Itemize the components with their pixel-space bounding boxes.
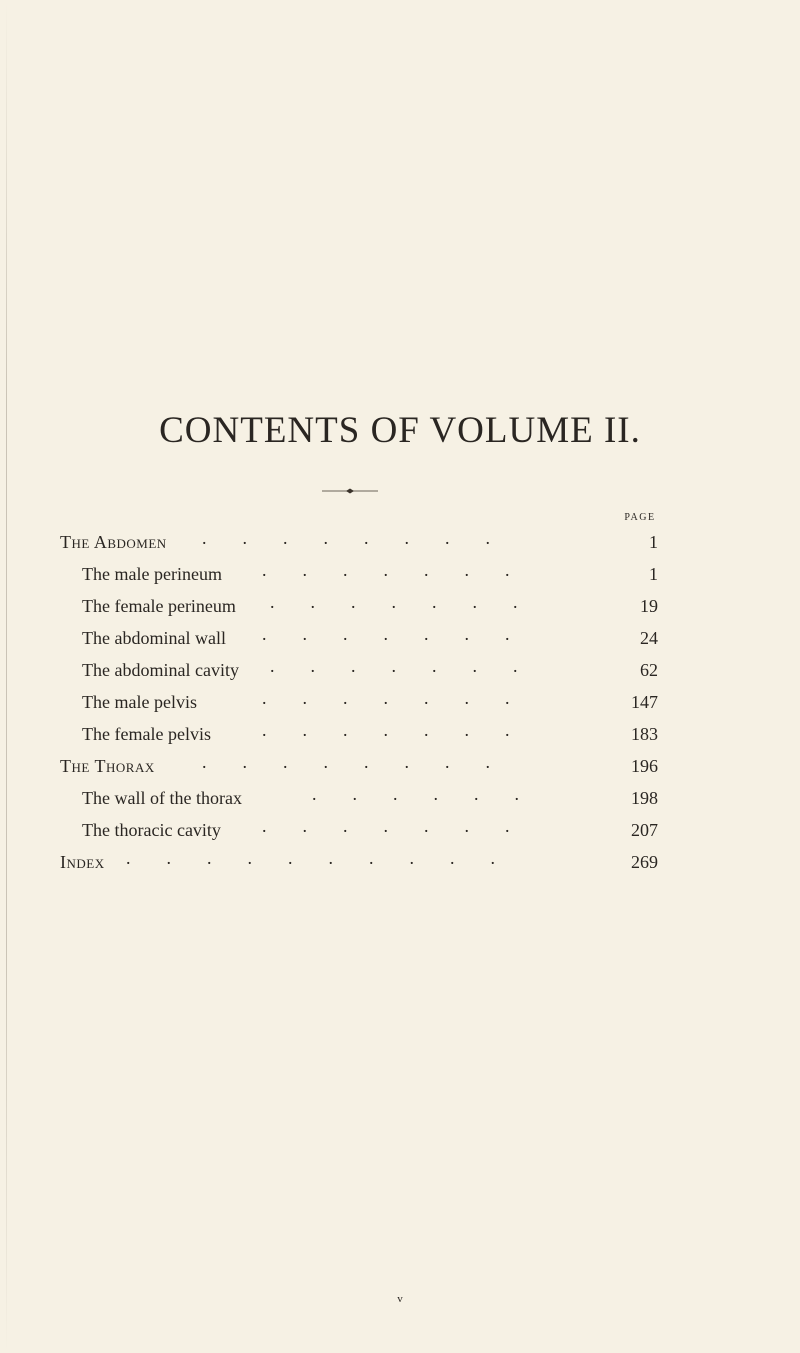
dot-leader: . . . . . . . . bbox=[202, 528, 490, 548]
toc-entry-title: The abdominal wall bbox=[82, 628, 226, 648]
toc-entry-title: The wall of the thorax bbox=[82, 788, 242, 808]
dot-leader: . . . . . . . . . . bbox=[126, 848, 495, 868]
toc-entry-page: 147 bbox=[631, 692, 658, 712]
toc-entry-title: The male perineum bbox=[82, 564, 222, 584]
dot-leader: . . . . . . . bbox=[262, 720, 510, 740]
toc-entry-title: The Abdomen bbox=[60, 532, 167, 552]
toc-entry bbox=[60, 527, 700, 557]
page-binding-edge bbox=[6, 0, 7, 1353]
toc-entry-page: 24 bbox=[640, 628, 658, 648]
toc-entry bbox=[82, 559, 702, 589]
toc-entry bbox=[82, 591, 702, 621]
toc-entry bbox=[82, 655, 702, 685]
toc-entry bbox=[60, 847, 700, 877]
page-folio: v bbox=[397, 1293, 403, 1305]
toc-entry-title: The female perineum bbox=[82, 596, 236, 616]
toc-entry-page: 269 bbox=[631, 852, 658, 872]
toc-entry bbox=[82, 783, 702, 813]
toc-entry-title: The thoracic cavity bbox=[82, 820, 221, 840]
toc-entry bbox=[82, 815, 702, 845]
toc-entry-page: 19 bbox=[640, 596, 658, 616]
toc-entry bbox=[60, 751, 700, 781]
page-column-label: PAGE bbox=[624, 512, 656, 523]
toc-entry bbox=[82, 719, 702, 749]
page-title: CONTENTS OF VOLUME II. bbox=[159, 410, 641, 451]
toc-entry-page: 198 bbox=[631, 788, 658, 808]
toc-entry-page: 1 bbox=[649, 532, 658, 552]
toc-entry-page: 207 bbox=[631, 820, 658, 840]
toc-entry-page: 196 bbox=[631, 756, 658, 776]
toc-entry-title: The abdominal cavity bbox=[82, 660, 239, 680]
toc-entry-title: The male pelvis bbox=[82, 692, 197, 712]
dot-leader: . . . . . . . bbox=[270, 656, 518, 676]
dot-leader: . . . . . . . bbox=[262, 816, 510, 836]
toc-entry-title: The Thorax bbox=[60, 756, 155, 776]
toc-entry-page: 1 bbox=[649, 564, 658, 584]
dot-leader: . . . . . . . . bbox=[202, 752, 490, 772]
dot-leader: . . . . . . bbox=[312, 784, 519, 804]
dot-leader: . . . . . . . bbox=[262, 560, 510, 580]
toc-entry-title: The female pelvis bbox=[82, 724, 211, 744]
toc-entry bbox=[82, 687, 702, 717]
dot-leader: . . . . . . . bbox=[262, 624, 510, 644]
toc-entry-title: Index bbox=[60, 852, 105, 872]
toc-entry bbox=[82, 623, 702, 653]
toc-entry-page: 62 bbox=[640, 660, 658, 680]
toc-entry-page: 183 bbox=[631, 724, 658, 744]
dot-leader: . . . . . . . bbox=[262, 688, 510, 708]
dot-leader: . . . . . . . bbox=[270, 592, 518, 612]
divider-ornament bbox=[320, 488, 380, 494]
